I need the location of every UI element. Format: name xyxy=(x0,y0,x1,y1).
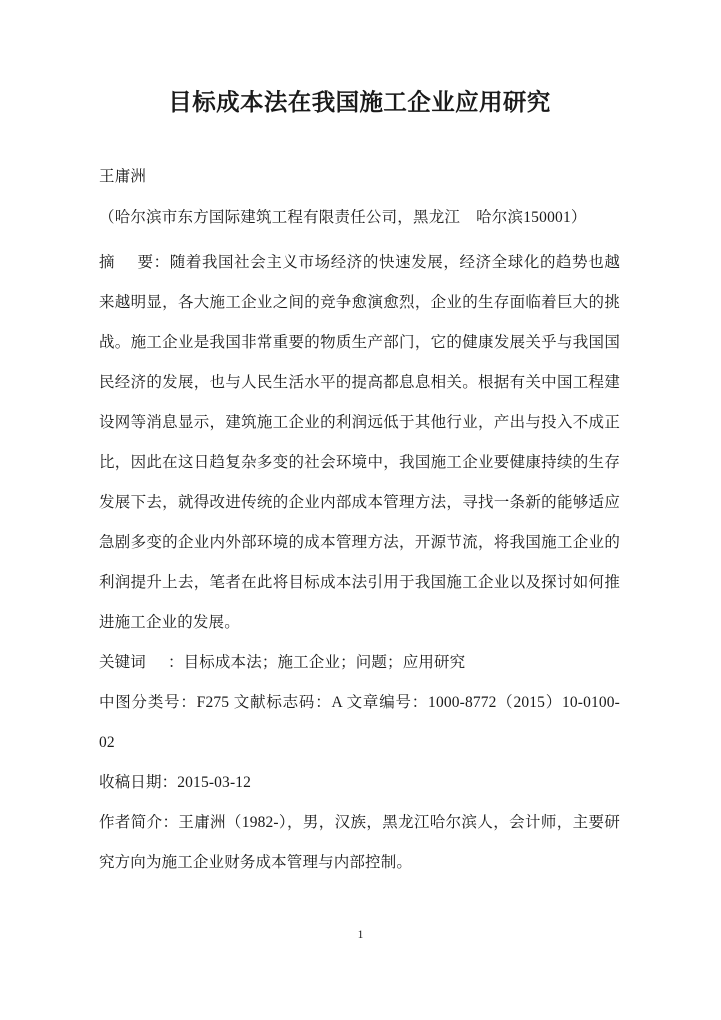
page-content xyxy=(99,0,620,883)
abstract-paragraph xyxy=(99,238,620,643)
page-number: 1 xyxy=(357,929,364,941)
affiliation-postcode: 150001） xyxy=(523,209,587,227)
keywords-body: ：目标成本法；施工企业；问题；应用研究 xyxy=(167,654,466,672)
affiliation-institution: （哈尔滨市东方国际建筑工程有限责任公司，黑龙江 xyxy=(99,209,461,227)
affiliation-city: 哈尔滨 xyxy=(476,209,524,227)
abstract-label-colon: 要： xyxy=(137,254,170,272)
received-date-line: 收稿日期：2015-03-12 xyxy=(99,774,252,792)
page-title: 目标成本法在我国施工企业应用研究 xyxy=(168,90,551,116)
author-name: 王庸洲 xyxy=(99,167,147,185)
classification-line: 中图分类号：F275 文献标志码：A 文章编号：1000-8772（2015）10-0100-02 xyxy=(99,694,620,752)
footnote-block xyxy=(99,763,620,883)
abstract-label: 摘 xyxy=(99,254,116,272)
keywords-label: 关键词 xyxy=(99,654,146,672)
keywords-line xyxy=(99,643,620,683)
abstract-body: 随着我国社会主义市场经济的快速发展，经济全球化的趋势也越来越明显，各大施工企业之间的竞争愈演愈烈，企业的生存面临着巨大的挑战。施工企业是我国非常重要的物质生产部门，它的健康发展关乎与我国国民经济的发展，也与人民生活水平的提高都息息相关。根据有关中国工程建设网等消息显示，建筑施工企业的利润远低于其他行业，产出与投入不成正比，因此在这日趋复杂多变的社会环境中，我国施工企业要健康持续的生存发展下去，就得改进传统的企业内部成本管理方法，寻找一条新的能够适应急剧多变的企业内外部环境的成本管理方法，开源节流，将我国施工企业的利润提升上去，笔者在此将目标成本法引用于我国施工企业以及探讨如何推进施工企业的发展。 xyxy=(99,254,620,632)
author-bio-line: 作者简介：王庸洲（1982-），男，汉族，黑龙江哈尔滨人，会计师，主要研究方向为施工企业财务成本管理与内部控制。 xyxy=(99,814,620,872)
author-affiliation xyxy=(99,184,620,238)
